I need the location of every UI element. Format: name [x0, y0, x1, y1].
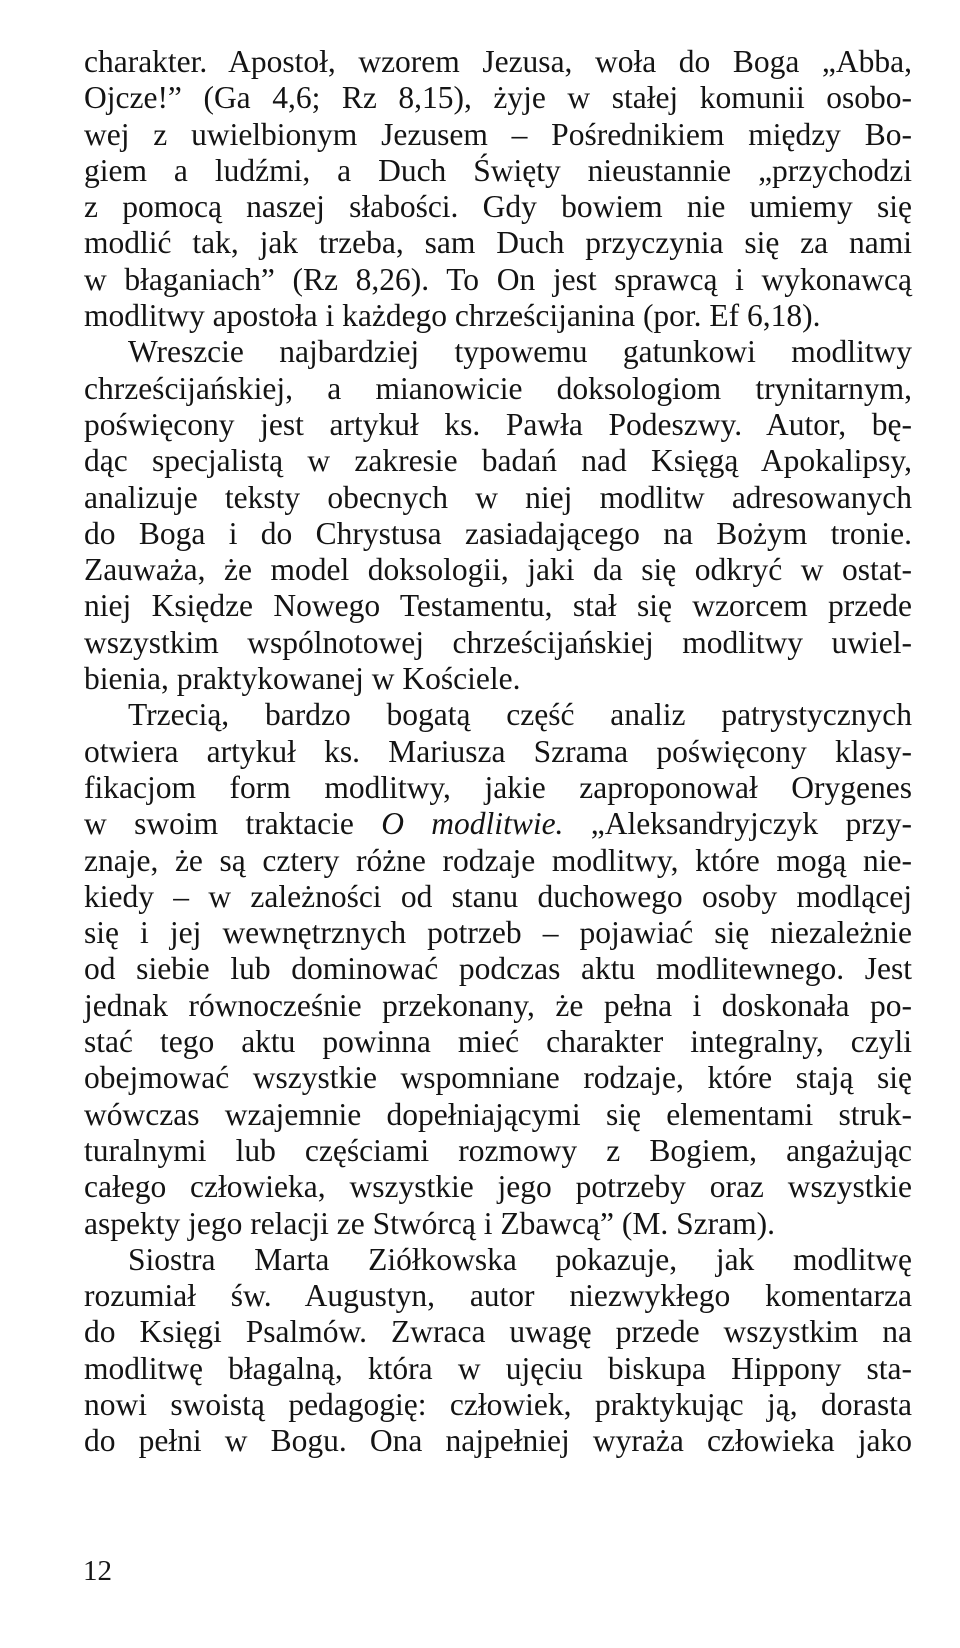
italic-title: O modlitwie. — [381, 806, 564, 842]
text-line: wszystkim wspólnotowej chrześcijańskiej modlitwy uwiel- — [84, 624, 912, 660]
text-line: całego człowieka, wszystkie jego potrzeby oraz wszystkie — [84, 1169, 912, 1205]
text-line: turalnymi lub częściami rozmowy z Bogiem, angażując — [84, 1132, 912, 1168]
text-line: do Boga i do Chrystusa zasiadającego na Bożym tronie. — [84, 515, 912, 551]
text-line: dąc specjalistą w zakresie badań nad Księgą Apokalipsy, — [84, 443, 912, 479]
text-line: Zauważa, że model doksologii, jaki da się odkryć w ostat- — [84, 552, 912, 588]
text-line: się i jej wewnętrznych potrzeb – pojawiać się niezależnie — [84, 915, 912, 951]
text-line: chrześcijańskiej, a mianowicie doksologiom trynitarnym, — [84, 370, 912, 406]
text-line: nowi swoistą pedagogię: człowiek, praktykując ją, dorasta — [84, 1386, 912, 1422]
text-line: Siostra Marta Ziółkowska pokazuje, jak modlitwę — [128, 1241, 912, 1277]
text-line: modlić tak, jak trzeba, sam Duch przyczynia się za nami — [84, 225, 912, 261]
text-line: Ojcze!” (Ga 4,6; Rz 8,15), żyje w stałej komunii osobo- — [84, 80, 912, 116]
text-line: otwiera artykuł ks. Mariusza Szrama poświęcony klasy- — [84, 733, 912, 769]
text-line: do pełni w Bogu. Ona najpełniej wyraża człowieka jako — [84, 1423, 912, 1459]
text-line: analizuje teksty obecnych w niej modlitw adresowanych — [84, 479, 912, 515]
text-line: stać tego aktu powinna mieć charakter integralny, czyli — [84, 1024, 912, 1060]
text-line: rozumiał św. Augustyn, autor niezwykłego komentarza — [84, 1278, 912, 1314]
text-line: kiedy – w zależności od stanu duchowego osoby modlącej — [84, 878, 912, 914]
text-line: giem a ludźmi, a Duch Święty nieustannie „przychodzi — [84, 152, 912, 188]
text-line: od siebie lub dominować podczas aktu modlitewnego. Jest — [84, 951, 912, 987]
page-number: 12 — [83, 1555, 112, 1587]
text-line: fikacjom form modlitwy, jakie zaproponował Orygenes — [84, 769, 912, 805]
text-segment: „Aleksandryjczyk przy- — [563, 806, 912, 842]
text-line: bienia, praktykowanej w Kościele. — [84, 661, 521, 697]
text-line: obejmować wszystkie wspomniane rodzaje, które stają się — [84, 1060, 912, 1096]
text-line: wej z uwielbionym Jezusem – Pośrednikiem między Bo- — [84, 116, 912, 152]
text-line: z pomocą naszej słabości. Gdy bowiem nie umiemy się — [84, 189, 912, 225]
text-line — [84, 806, 912, 842]
text-line: niej Księdze Nowego Testamentu, stał się wzorcem przede — [84, 588, 912, 624]
text-line: w błaganiach” (Rz 8,26). To On jest sprawcą i wykonawcą — [84, 261, 912, 297]
text-line: jednak równocześnie przekonany, że pełna i doskonała po- — [84, 987, 912, 1023]
text-line: wówczas wzajemnie dopełniającymi się elementami struk- — [84, 1096, 912, 1132]
body-text — [84, 44, 912, 1460]
text-line: znaje, że są cztery różne rodzaje modlitwy, które mogą nie- — [84, 842, 912, 878]
text-line: do Księgi Psalmów. Zwraca uwagę przede wszystkim na — [84, 1314, 912, 1350]
text-line: poświęcony jest artykuł ks. Pawła Podeszwy. Autor, bę- — [84, 406, 912, 442]
text-line: aspekty jego relacji ze Stwórcą i Zbawcą” (M. Szram). — [84, 1205, 775, 1241]
text-segment: w swoim traktacie — [84, 806, 382, 842]
text-line: charakter. Apostoł, wzorem Jezusa, woła do Boga „Abba, — [84, 44, 912, 79]
text-line: Trzecią, bardzo bogatą część analiz patrystycznych — [128, 697, 912, 733]
text-line: modlitwy apostoła i każdego chrześcijanina (por. Ef 6,18). — [84, 298, 821, 334]
text-line: Wreszcie najbardziej typowemu gatunkowi modlitwy — [128, 334, 912, 370]
text-line: modlitwę błagalną, która w ujęciu biskupa Hippony sta- — [84, 1350, 912, 1386]
